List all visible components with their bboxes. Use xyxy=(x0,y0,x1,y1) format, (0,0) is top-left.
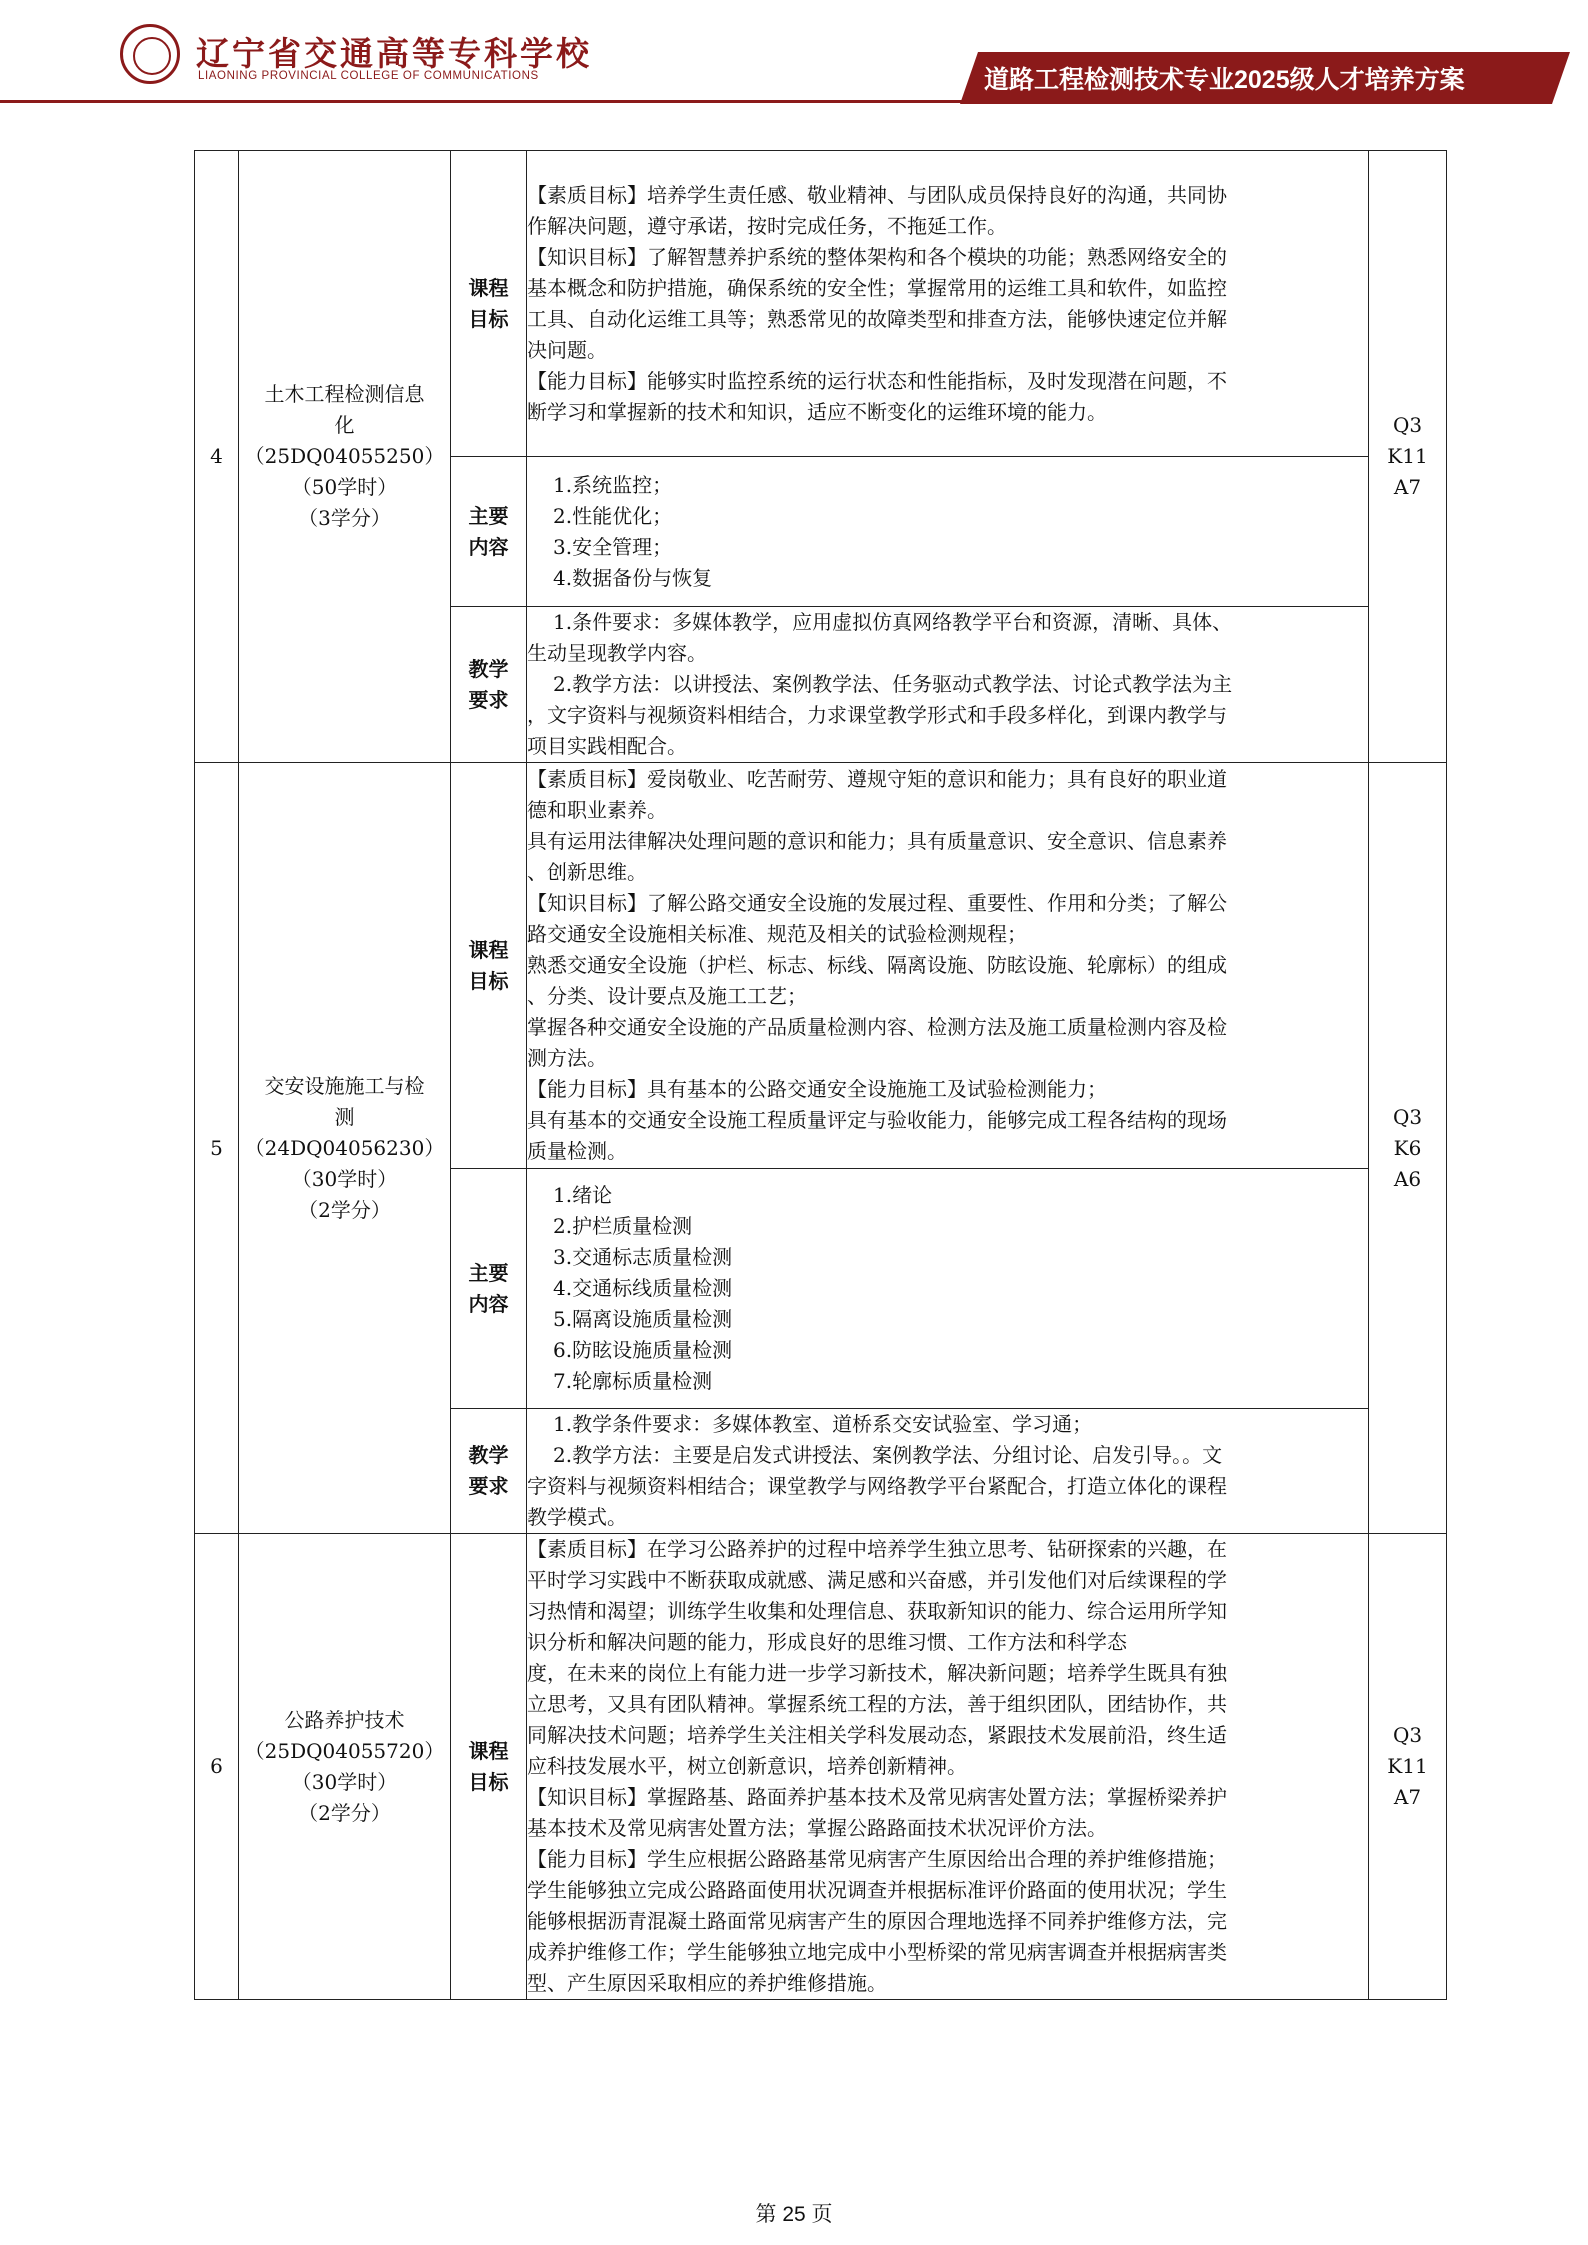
section-label-line: 目标 xyxy=(468,306,509,331)
competency-code: K6 xyxy=(1393,1135,1422,1160)
competency-code: K11 xyxy=(1387,1754,1428,1778)
course-name-line: （30学时） xyxy=(291,1769,398,1794)
course-name xyxy=(239,763,451,1534)
content-line: 生动呈现教学内容。 xyxy=(527,641,707,665)
content-line: 项目实践相配合。 xyxy=(527,734,687,758)
content-line: 2.护栏质量检测 xyxy=(553,1214,693,1238)
content-line: 学生能够独立完成公路路面使用状况调查并根据标准评价路面的使用状况；学生 xyxy=(527,1878,1227,1902)
row-number: 5 xyxy=(195,763,239,1534)
section-label xyxy=(451,1169,527,1409)
content-line: 【素质目标】爱岗敬业、吃苦耐劳、遵规守矩的意识和能力；具有良好的职业道 xyxy=(527,767,1227,791)
course-name-line: （2学分） xyxy=(298,1197,391,1222)
content-line: 熟悉交通安全设施（护栏、标志、标线、隔离设施、防眩设施、轮廓标）的组成 xyxy=(527,953,1227,977)
course-name-line: 测 xyxy=(334,1104,355,1129)
content-line: 基本概念和防护措施，确保系统的安全性；掌握常用的运维工具和软件，如监控 xyxy=(527,275,1227,300)
row-number: 4 xyxy=(195,151,239,763)
content-line: 、分类、设计要点及施工工艺； xyxy=(527,984,807,1008)
content-line: 5.隔离设施质量检测 xyxy=(553,1307,733,1331)
header-rule xyxy=(0,100,1000,103)
content-line: 具有基本的交通安全设施工程质量评定与验收能力，能够完成工程各结构的现场 xyxy=(527,1108,1227,1132)
content-line: 1.系统监控； xyxy=(553,472,673,497)
content-line: 2.性能优化； xyxy=(553,503,673,528)
content-line: ，文字资料与视频资料相结合，力求课堂教学形式和手段多样化，到课内教学与 xyxy=(527,703,1227,727)
section-label-line: 内容 xyxy=(468,534,509,559)
section-label-line: 课程 xyxy=(468,1738,509,1763)
content-line: 型、产生原因采取相应的养护维修措施。 xyxy=(527,1971,887,1995)
content-line: 6.防眩设施质量检测 xyxy=(553,1338,733,1362)
content-line: 【知识目标】掌握路基、路面养护基本技术及常见病害处置方法；掌握桥梁养护 xyxy=(527,1785,1227,1809)
section-label-line: 要求 xyxy=(468,1474,509,1498)
content-line: 3.安全管理； xyxy=(553,534,673,559)
content-line: 【能力目标】能够实时监控系统的运行状态和性能指标，及时发现潜在问题，不 xyxy=(527,368,1227,393)
course-name-line: 交安设施施工与检 xyxy=(264,1073,425,1098)
section-label-line: 要求 xyxy=(468,687,509,712)
course-name-line: （2学分） xyxy=(298,1800,391,1825)
section-content xyxy=(527,1409,1369,1534)
section-label-line: 课程 xyxy=(468,937,509,962)
content-line: 路交通安全设施相关标准、规范及相关的试验检测规程； xyxy=(527,922,1027,946)
section-label xyxy=(451,607,527,763)
content-line: 【能力目标】学生应根据公路路基常见病害产生原因给出合理的养护维修措施； xyxy=(527,1847,1227,1871)
content-line: 【素质目标】培养学生责任感、敬业精神、与团队成员保持良好的沟通，共同协 xyxy=(527,182,1227,207)
section-label-line: 教学 xyxy=(468,1443,509,1467)
content-line: 具有运用法律解决处理问题的意识和能力；具有质量意识、安全意识、信息素养 xyxy=(527,829,1227,853)
content-line: 2.教学方法：主要是启发式讲授法、案例教学法、分组讨论、启发引导。。文 xyxy=(553,1443,1223,1467)
course-name-line: （50学时） xyxy=(291,475,398,499)
competency-code: K11 xyxy=(1387,444,1428,468)
course-name xyxy=(239,151,451,763)
course-name-line: 化 xyxy=(334,413,355,437)
course-name xyxy=(239,1534,451,2000)
course-name-line: （30学时） xyxy=(291,1166,398,1191)
section-label-line: 主要 xyxy=(468,503,509,528)
section-label-line: 主要 xyxy=(468,1260,509,1285)
content-line: 【知识目标】了解公路交通安全设施的发展过程、重要性、作用和分类；了解公 xyxy=(527,891,1227,915)
competency-code: A7 xyxy=(1393,475,1422,499)
content-line: 4.数据备份与恢复 xyxy=(553,565,713,590)
content-line: 成养护维修工作；学生能够独立地完成中小型桥梁的常见病害调查并根据病害类 xyxy=(527,1940,1227,1964)
content-line: 教学模式。 xyxy=(527,1505,627,1529)
content-line: 测方法。 xyxy=(527,1046,607,1070)
content-line: 平时学习实践中不断获取成就感、满足感和兴奋感，并引发他们对后续课程的学 xyxy=(527,1568,1227,1592)
competency-code: Q3 xyxy=(1392,1723,1423,1747)
section-label-line: 教学 xyxy=(468,656,509,681)
page-header xyxy=(0,0,1588,110)
section-content xyxy=(527,1534,1369,2000)
content-line: 立思考，又具有团队精神。掌握系统工程的方法，善于组织团队，团结协作，共 xyxy=(527,1692,1227,1716)
course-name-line: （24DQ04056230） xyxy=(244,1135,445,1160)
section-content xyxy=(527,1169,1369,1409)
content-line: 基本技术及常见病害处置方法；掌握公路路面技术状况评价方法。 xyxy=(527,1816,1107,1840)
content-line: 3.交通标志质量检测 xyxy=(553,1245,733,1269)
content-line: 1.绪论 xyxy=(553,1183,613,1207)
content-line: 【能力目标】具有基本的公路交通安全设施施工及试验检测能力； xyxy=(527,1077,1107,1101)
school-name-cn: 辽宁省交通高等专科学校 xyxy=(196,34,592,73)
table-row xyxy=(195,151,1447,457)
content-line: 1.条件要求：多媒体教学，应用虚拟仿真网络教学平台和资源，清晰、具体、 xyxy=(553,610,1233,634)
content-line: 同解决技术问题；培养学生关注相关学科发展动态，紧跟技术发展前沿，终生适 xyxy=(527,1723,1227,1747)
content-line: 掌握各种交通安全设施的产品质量检测内容、检测方法及施工质量检测内容及检 xyxy=(527,1015,1227,1039)
content-line: 能够根据沥青混凝土路面常见病害产生的原因合理地选择不同养护维修方法，完 xyxy=(527,1909,1227,1933)
content-line: 工具、自动化运维工具等；熟悉常见的故障类型和排查方法，能够快速定位并解 xyxy=(527,306,1227,331)
content-line: 7.轮廓标质量检测 xyxy=(553,1369,713,1393)
section-label-line: 目标 xyxy=(468,1769,509,1794)
page-number: 第 25 页 xyxy=(755,2203,833,2226)
school-seal-logo xyxy=(120,24,180,84)
section-label-line: 目标 xyxy=(468,968,509,993)
content-line: 【知识目标】了解智慧养护系统的整体架构和各个模块的功能；熟悉网络安全的 xyxy=(527,244,1227,269)
section-content xyxy=(527,151,1369,457)
section-content xyxy=(527,607,1369,763)
content-line: 决问题。 xyxy=(527,337,607,362)
course-name-line: （25DQ04055720） xyxy=(244,1738,445,1763)
section-content xyxy=(527,763,1369,1169)
content-line: 识分析和解决问题的能力，形成良好的思维习惯、工作方法和科学态 xyxy=(527,1630,1127,1654)
course-table xyxy=(194,150,1447,2000)
section-label xyxy=(451,1534,527,2000)
content-line: 德和职业素养。 xyxy=(527,798,667,822)
content-line: 字资料与视频资料相结合；课堂教学与网络教学平台紧配合，打造立体化的课程 xyxy=(527,1474,1227,1498)
content-line: 习热情和渴望；训练学生收集和处理信息、获取新知识的能力、综合运用所学知 xyxy=(527,1599,1227,1623)
content-line: 质量检测。 xyxy=(527,1139,627,1163)
section-label xyxy=(451,151,527,457)
competency-code: Q3 xyxy=(1392,1104,1423,1129)
course-name-line: 公路养护技术 xyxy=(284,1707,405,1732)
section-label-line: 内容 xyxy=(468,1291,509,1316)
competency-code: A6 xyxy=(1393,1166,1422,1191)
content-line: 2.教学方法：以讲授法、案例教学法、任务驱动式教学法、讨论式教学法为主 xyxy=(553,672,1233,696)
competency-code: A7 xyxy=(1393,1785,1422,1809)
competency-codes xyxy=(1369,763,1447,1534)
competency-codes xyxy=(1369,151,1447,763)
content-line: 1.教学条件要求：多媒体教室、道桥系交安试验室、学习通； xyxy=(553,1412,1093,1436)
course-name-line: （25DQ04055250） xyxy=(244,444,445,468)
section-label xyxy=(451,1409,527,1534)
content-line: 应科技发展水平，树立创新意识，培养创新精神。 xyxy=(527,1754,967,1778)
content-line: 【素质目标】在学习公路养护的过程中培养学生独立思考、钻研探索的兴趣，在 xyxy=(527,1537,1227,1561)
competency-code: Q3 xyxy=(1392,413,1423,437)
course-name-line: 土木工程检测信息 xyxy=(264,382,425,406)
content-line: 度，在未来的岗位上有能力进一步学习新技术，解决新问题；培养学生既具有独 xyxy=(527,1661,1227,1685)
competency-codes xyxy=(1369,1534,1447,2000)
table-row xyxy=(195,763,1447,1169)
content-line: 断学习和掌握新的技术和知识，适应不断变化的运维环境的能力。 xyxy=(527,399,1107,424)
table-row xyxy=(195,1534,1447,2000)
section-label xyxy=(451,457,527,607)
content-line: 、创新思维。 xyxy=(527,860,647,884)
content-line: 4.交通标线质量检测 xyxy=(553,1276,733,1300)
row-number: 6 xyxy=(195,1534,239,2000)
section-content xyxy=(527,457,1369,607)
content-line: 作解决问题，遵守承诺，按时完成任务，不拖延工作。 xyxy=(527,213,1007,238)
school-name-en: LIAONING PROVINCIAL COLLEGE OF COMMUNICATIONS xyxy=(198,70,539,82)
course-name-line: （3学分） xyxy=(298,506,391,530)
document-title: 道路工程检测技术专业2025级人才培养方案 xyxy=(984,66,1465,94)
section-label xyxy=(451,763,527,1169)
section-label-line: 课程 xyxy=(468,275,509,300)
